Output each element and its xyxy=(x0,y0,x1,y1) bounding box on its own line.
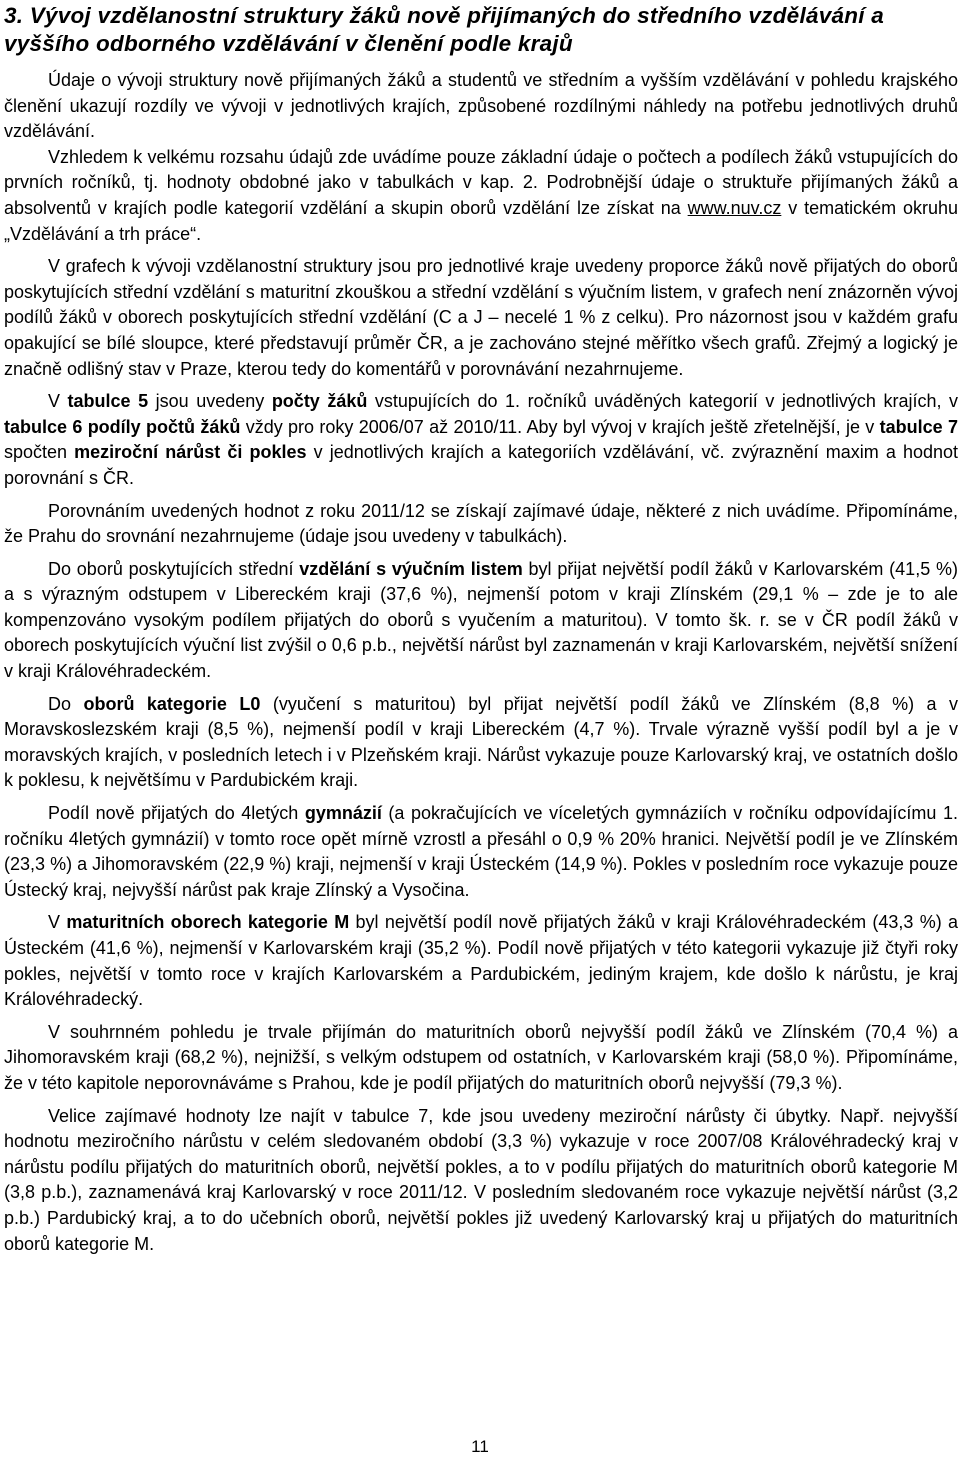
paragraph-comparison: Porovnáním uvedených hodnot z roku 2011/12 se získají zajímavé údaje, některé z nich uvádíme. Připomínáme, že Prahu do srovnání nezahrnujeme (údaje jsou uvedeny v tabulkách). xyxy=(4,500,958,547)
text-run: V xyxy=(48,912,67,933)
text-run: Podíl nově přijatých do 4letých xyxy=(48,803,305,824)
text-run: spočten xyxy=(4,442,75,463)
paragraph-tables xyxy=(4,389,958,491)
document-page xyxy=(4,2,958,1257)
paragraph-category-m xyxy=(4,910,958,1012)
text-run: (a pokračujících ve víceletých gymnáziích v ročníku odpovídajícímu 1. ročníku 4letých gymnázií) v tomto roce opět mírně vzrostl a přesáhl o 0,9 % 20% hranici. Největší podíl je ve Zlínském (23,3 %) a Jihomoravském (22,9 %) kraji, nejmenší v kraji Ústeckém (14,9 %). Pokles v posledním roce vykazuje pouze Ústecký kraj, nejvyšší nárůst pak kraje Zlínský a Vysočina. xyxy=(4,803,958,900)
text-run: v tematickém okruhu „Vzdělávání a trh práce“. xyxy=(4,197,959,244)
bold-run: oborů kategorie L0 xyxy=(83,693,261,714)
bold-run: tabulce 5 xyxy=(67,391,149,412)
paragraph-yearly-changes: Velice zajímavé hodnoty lze najít v tabulce 7, kde jsou uvedeny meziroční nárůsty či úbytky. Např. nejvyšší hodnotu meziročního nárůstu v celém sledovaném období (3,3 %) vykazuje v roce 2007/08 Královéhradecký kraj v nárůstu podílu přijatých do maturitních oborů, největší pokles, a to v podílu přijatých do maturitních oborů kategorie M (3,8 p.b.), zaznamenává kraj Karlovarský v roce 2011/12. V posledním sledovaném roce vykazuje největší nárůst (3,2 p.b.) Pardubický kraj, a to do učebních oborů, největší pokles již uvedený Karlovarský kraj u přijatých do maturitních oborů kategorie M. xyxy=(4,1105,958,1254)
text-run: byl největší podíl nově přijatých žáků v kraji Královéhradeckém (43,3 %) a Ústeckém (41,6 %), nejmenší v Karlovarském kraji (35,2 %). Podíl nově přijatých v této kategorii vykazuje již čtyři roky pokles, největší v tomto roce v krajích Karlovarském a Pardubickém, jediným krajem, kde došlo k nárůstu, je kraj Královéhradecký. xyxy=(4,912,959,1010)
text-run: vstupujících do 1. ročníků uváděných kategorií v jednotlivých krajích, v xyxy=(367,391,959,412)
bold-run: počty žáků xyxy=(271,391,368,412)
paragraph-intro: Údaje o vývoji struktury nově přijímaných žáků a studentů ve středním a vyšším vzdělávání v pohledu krajského členění ukazují rozdíly ve vývoji v jednotlivých krajích, způsobené rozdílnými náhledy na potřebu jednotlivých druhů vzdělávání. xyxy=(4,70,958,142)
paragraph-gymnasia xyxy=(4,801,958,903)
section-heading: 3. Vývoj vzdělanostní struktury žáků nově přijímaných do středního vzdělávání a vyššího odborného vzdělávání v členění podle krajů xyxy=(4,3,884,56)
bold-run: tabulce 6 podíly počtů žáků xyxy=(4,416,241,437)
paragraph-graphs: V grafech k vývoji vzdělanostní struktury jsou pro jednotlivé kraje uvedeny proporce žáků nově přijatých do oborů poskytujících střední vzdělání s maturitní zkouškou a střední vzdělání s výučním listem, v grafech není znázorněn vývoj podílů žáků v oborech poskytujících střední vzdělání (C a J – necelé 1 % z celku). Pro názornost jsou v každém grafu opakující se bílé sloupce, které představují průměr ČR, a je zachováno stejné měřítko všech grafů. Zřejmý a logický je značně odlišný stav v Praze, kterou tedy do komentářů v porovnávání nezahrnujeme. xyxy=(4,256,958,379)
text-run: Do xyxy=(48,693,84,714)
bold-run: maturitních oborech kategorie M xyxy=(66,912,350,933)
paragraph-scope xyxy=(4,145,958,247)
text-run: jsou uvedeny xyxy=(148,391,272,412)
paragraph-summary: V souhrnném pohledu je trvale přijímán do maturitních oborů nejvyšší podíl žáků ve Zlínském (70,4 %) a Jihomoravském kraji (68,2 %), nejnižší, s velkým odstupem od ostatních, v Karlovarském kraji (58,0 %). Připomínáme, že v této kapitole neporovnáváme s Prahou, kde je podíl přijatých do maturitních oborů nejvyšší (79,3 %). xyxy=(4,1021,958,1093)
text-run: vždy pro roky 2006/07 až 2010/11. Aby byl vývoj v krajích ještě zřetelnější, je v xyxy=(240,416,880,437)
text-run: Vzhledem k velkému rozsahu údajů zde uvádíme pouze základní údaje o počtech a podílech žáků vstupujících do prvních ročníků, tj. hodnoty obdobné jako v tabulkách v kap. 2. Podrobnější údaje o struktuře přijímaných žáků a absolventů v krajích podle kategorií vzdělání a skupin oborů vzdělání lze získat na xyxy=(4,146,958,218)
bold-run: gymnázií xyxy=(304,803,382,824)
page-number: 11 xyxy=(471,1437,489,1456)
text-run: v jednotlivých krajích a kategoriích vzdělávání, vč. zvýraznění maxim a hodnot porovnání s ČR. xyxy=(4,442,958,488)
bold-run: meziroční nárůst či pokles xyxy=(74,442,307,463)
bold-run: tabulce 7 xyxy=(879,416,959,437)
nuv-link[interactable]: www.nuv.cz xyxy=(687,197,782,218)
text-run: Do oborů poskytujících střední xyxy=(48,558,300,579)
paragraph-category-l0 xyxy=(4,692,958,794)
text-run: V xyxy=(48,391,68,412)
bold-run: vzdělání s výučním listem xyxy=(299,558,523,579)
paragraph-vocational xyxy=(4,557,958,685)
text-run: (vyučení s maturitou) byl přijat největší podíl žáků ve Zlínském (8,8 %) a v Moravskoslezském kraji (8,5 %), nejmenší podíl v kraji Libereckém (4,7 %). Trvale výrazně vyšší podíl byl a je v moravských krajích, v posledních letech i v Plzeňském kraji. Nárůst vykazuje pouze Karlovarský kraj, ve ostatních došlo k poklesu, k největšímu v Pardubickém kraji. xyxy=(4,693,958,791)
text-run: byl přijat největší podíl žáků v Karlovarském (41,5 %) a s výrazným odstupem v Libereckém kraji (37,6 %), nejmenší potom v kraji Zlínském (29,1 % – zde je to ale kompenzováno vysokým podílem přijatých do oborů s vyučením a maturitou). V tomto šk. r. se v ČR podíl žáků v oborech poskytujících výuční list zvýšil o 0,6 p.b., největší nárůst byl zaznamenán v kraji Karlovarském, největší snížení v kraji Královéhradeckém. xyxy=(4,558,958,682)
